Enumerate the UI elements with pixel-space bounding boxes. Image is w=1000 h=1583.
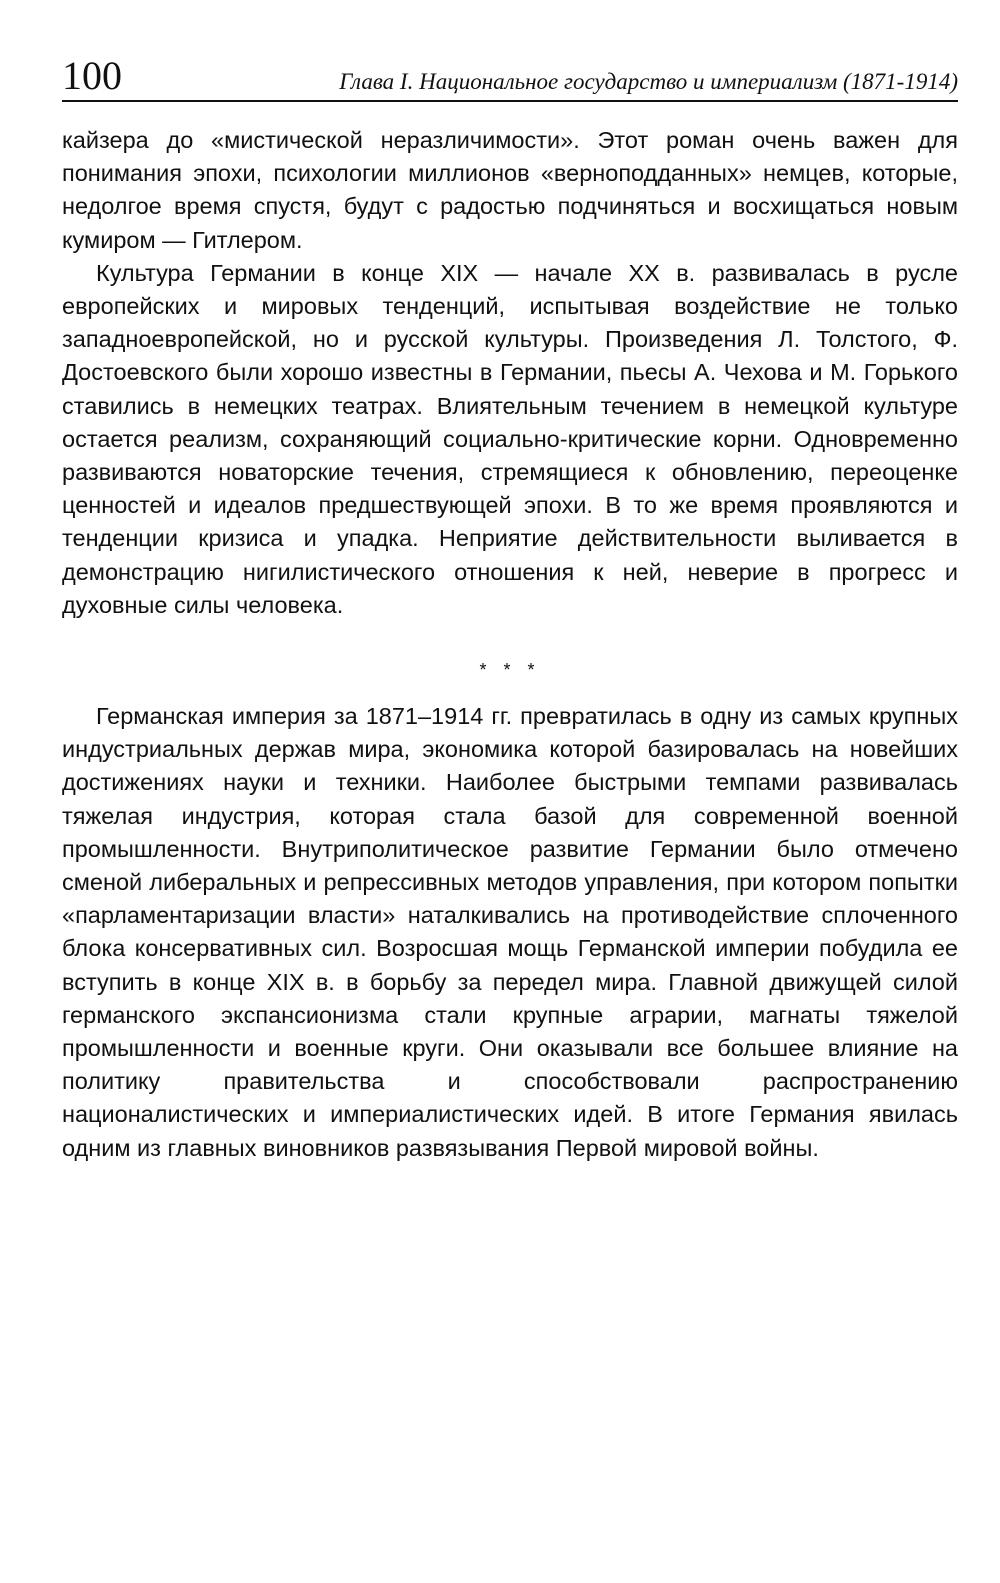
section-separator: * * * bbox=[479, 660, 541, 681]
book-page bbox=[62, 40, 958, 1165]
paragraph-continued: кайзера до «мистической неразличимости». Этот роман очень важен для понимания эпохи, психологии миллионов «верноподданных» немцев, которые, недолгое время спустя, будут с радостью подчиняться и восхищаться новым кумиром — Гитлером. bbox=[62, 127, 958, 253]
paragraph-culture: Культура Германии в конце XIX — начале XX в. развивалась в русле европейских и мировых тенденций, испытывая воздействие не только западноевропейской, но и русской культуры. Произведения Л. Толстого, Ф. Достоевского были хорошо известны в Германии, пьесы А. Чехова и М. Горького ставились в немецких театрах. Влиятельным течением в немецкой культуре остается реализм, сохраняющий социально-критические корни. Одновременно развиваются новаторские течения, стремящиеся к обновлению, переоценке ценностей и идеалов предшествующей эпохи. В то же время проявляются и тенденции кризиса и упадка. Неприятие действительности выливается в демонстрацию нигилистического отношения к ней, неверие в прогресс и духовные силы человека. bbox=[62, 259, 958, 618]
chapter-title: Глава I. Национальное государство и империализм (1871-1914) bbox=[339, 69, 958, 94]
body-text bbox=[62, 124, 958, 1165]
running-header bbox=[62, 40, 958, 102]
page-number: 100 bbox=[62, 53, 122, 98]
paragraph-summary: Германская империя за 1871–1914 гг. превратилась в одну из самых крупных индустриальных держав мира, экономика которой базировалась на новейших достижениях науки и техники. Наиболее быстрыми темпами развивалась тяжелая индустрия, которая стала базой для современной военной промышленности. Внутриполитическое развитие Германии было отмечено сменой либеральных и репрессивных методов управления, при котором попытки «парламентаризации власти» наталкивались на противодействие сплоченного блока консервативных сил. Возросшая мощь Германской империи побудила ее вступить в конце XIX в. в борьбу за передел мира. Главной движущей силой германского экспансионизма стали крупные аграрии, магнаты тяжелой промышленности и военные круги. Они оказывали все большее влияние на политику правительства и способствовали распространению националистических и империалистических идей. В итоге Германия явилась одним из главных виновников развязывания Первой мировой войны. bbox=[62, 703, 958, 1161]
